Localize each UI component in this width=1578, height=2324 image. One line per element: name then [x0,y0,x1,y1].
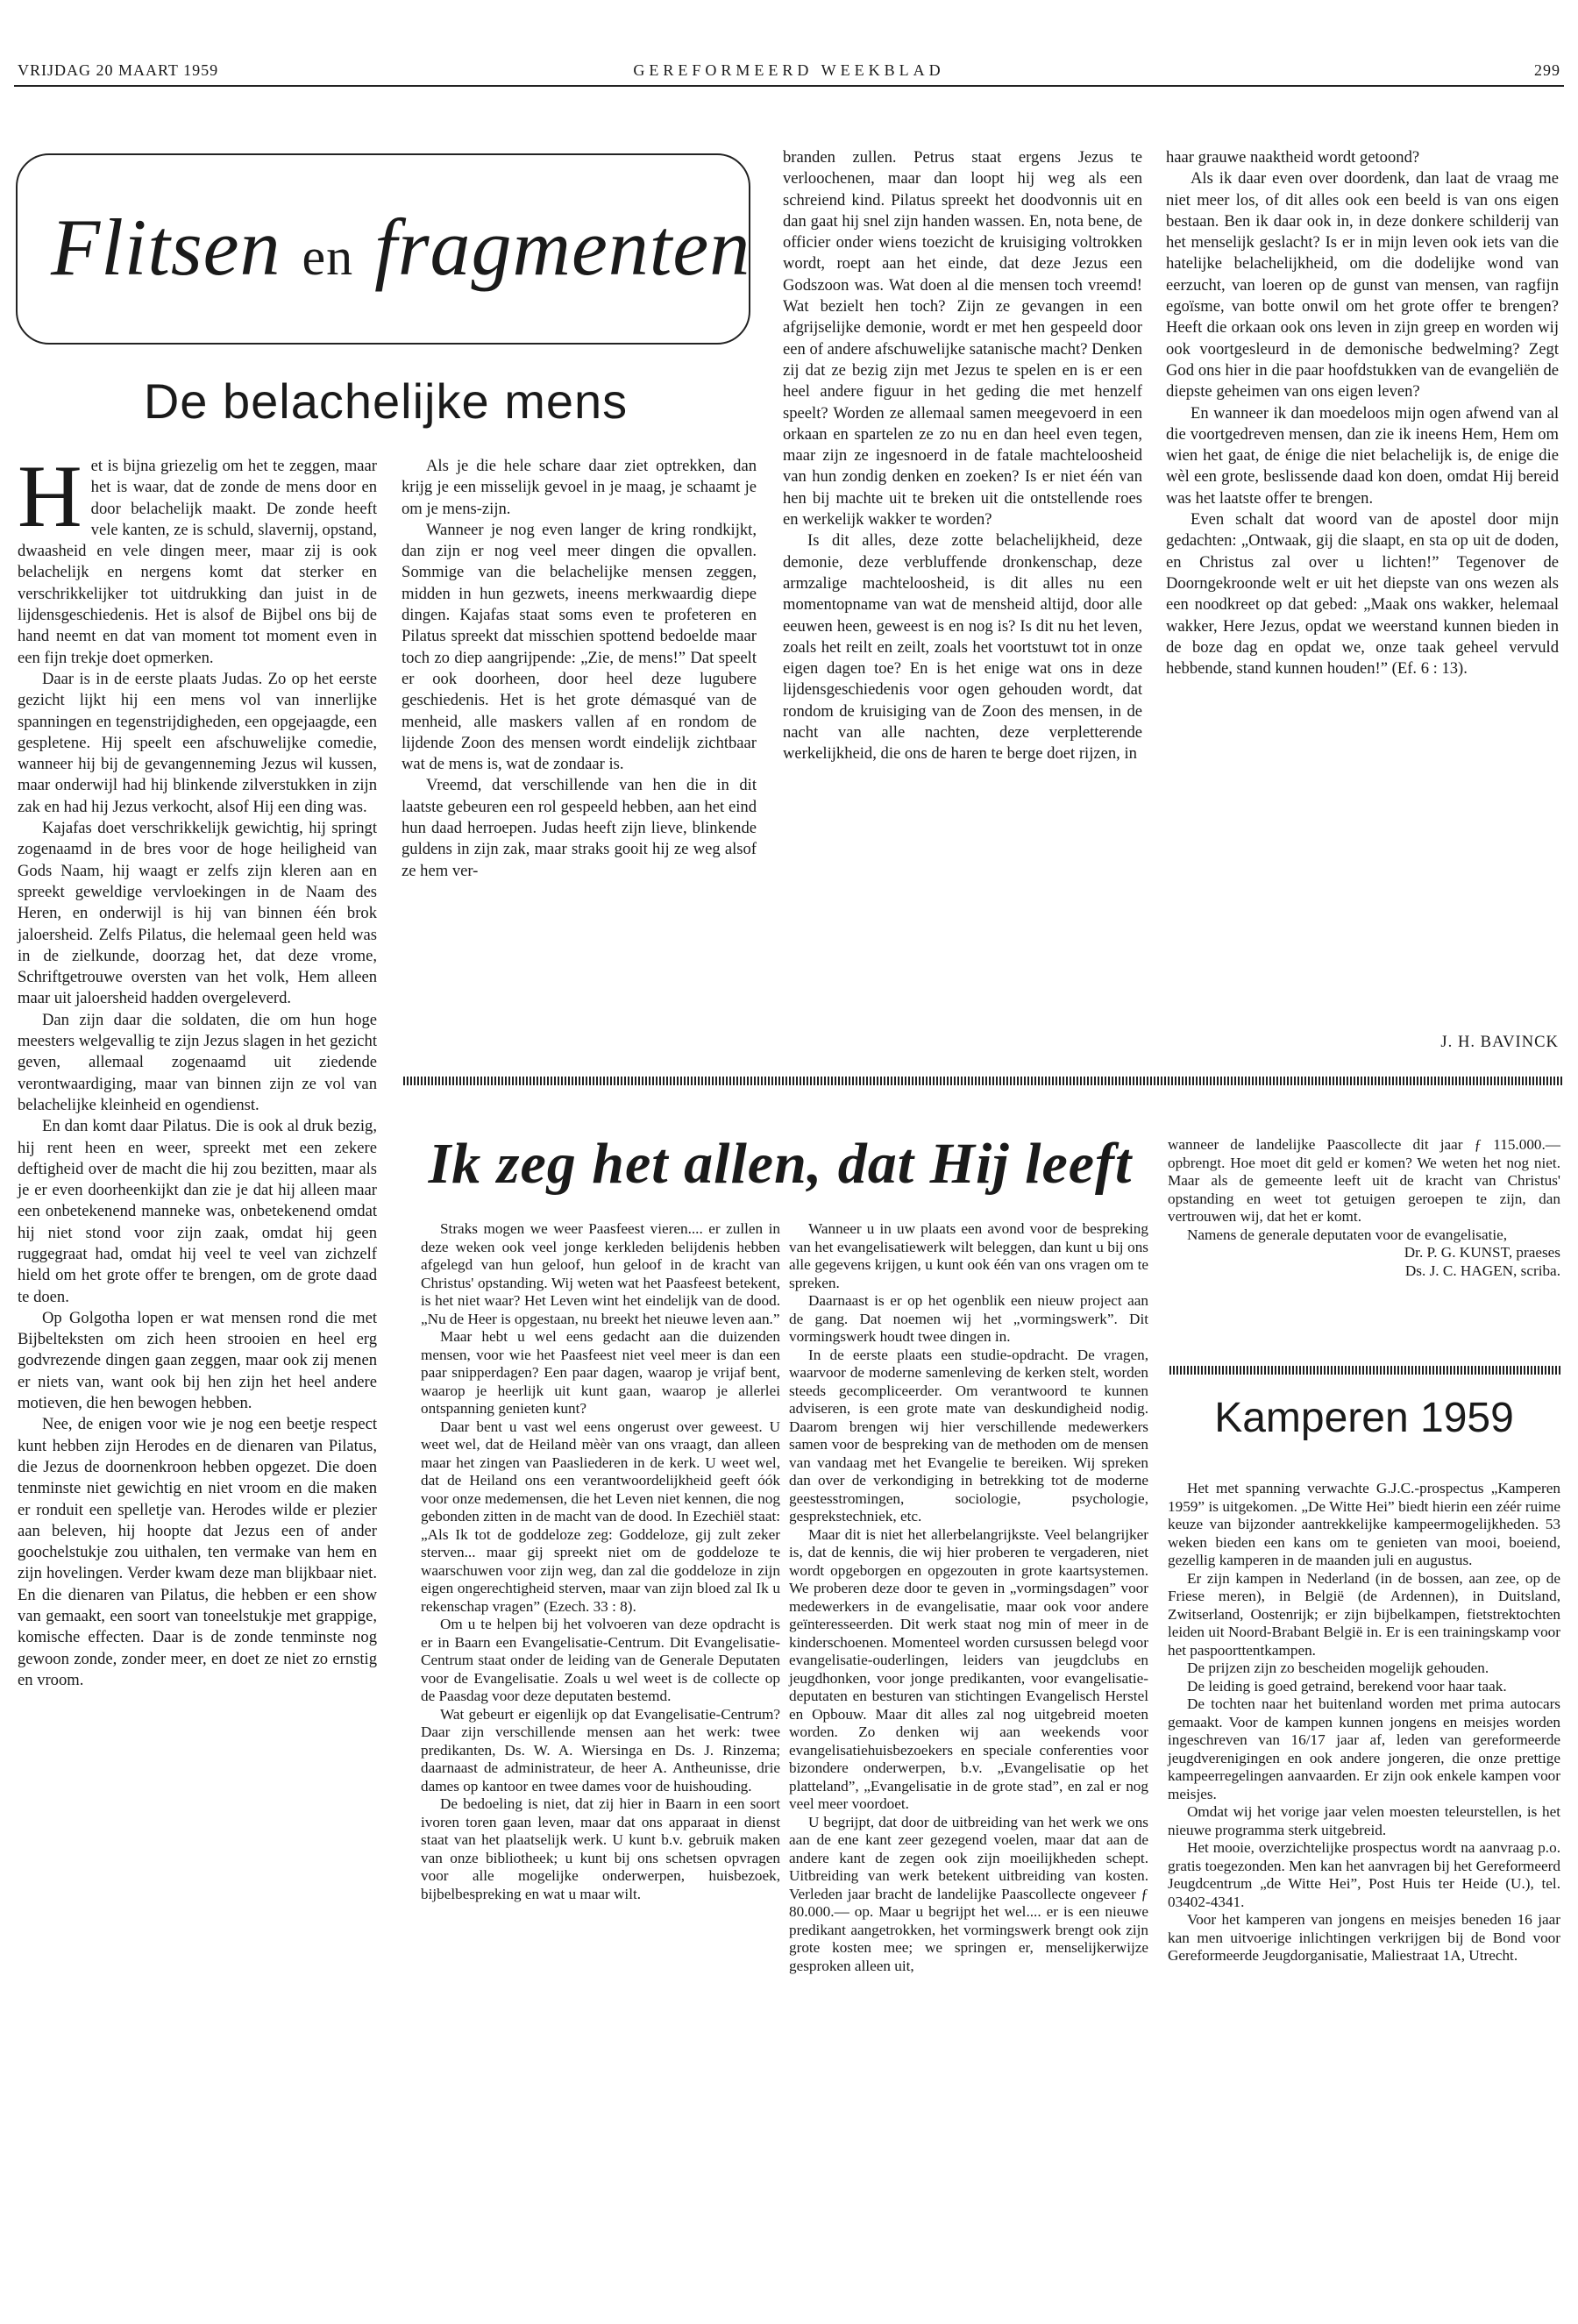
article2-paragraph: De bedoeling is niet, dat zij hier in Baarn in een soort ivoren toren gaan leven, maar dat ons apparaat in dienst staat van het plaatselijk werk. U kunt b.v. gebruik maken van onze bibliotheek; u kunt bij ons schetsen opvragen voor alle mogelijke onderwerpen, huisbezoek, bijbelbespreking en wat u maar wilt. [421,1795,780,1902]
drop-cap: H [18,447,82,546]
article1-title: De belachelijke mens [143,373,629,429]
article1-paragraph: Is dit alles, deze zotte belachelijkheid, deze demonie, deze verbluffende dronkenschap, deze armzalige machteloosheid, is dit alles nu een momentopname van wat de mensheid altijd, door alle eeuwen heen, geweest is en nog is? Is dit nu het leven, zoals het reilt en zeilt, zoals het voortstuwt tot in onze eigen dagen toe? En is het enige wat ons in deze lijdensgeschiedenis voor ogen gehouden wordt, dat rondom de kruisiging van de Zoon des mensen, in de nacht van alle nachten, deze verpletterende werkelijkheid, die ons de haren te berge doet rijzen, in [783,531,1142,764]
article2-paragraph: Maar hebt u wel eens gedacht aan die duizenden mensen, voor wie het Paasfeest niet veel meer is dan een paar snipperdagen? Een paar dagen, waarop je vrijaf bent, waarop je heerlijk uit kunt gaan, waarop je allerlei ontspanning genieten kunt? [421,1328,780,1417]
article1-column-3 [783,147,1142,765]
article2-column-2 [789,1220,1148,1975]
article1-paragraph: Als je die hele schare daar ziet optrekken, dan krijg je een misselijk gevoel in je maag, je schaamt je om je mens-zijn. [402,457,757,518]
article1-signature: J. H. BAVINCK [1440,1033,1559,1051]
header-rule [14,85,1564,87]
article1-paragraph: haar grauwe naaktheid wordt getoond? [1166,148,1420,167]
article3-title: Kamperen 1959 [1214,1395,1514,1441]
article1-paragraph: Op Golgotha lopen er wat mensen rond die met Bijbelteksten om zich heen strooien en heel erg godvrezende dingen gaan zeggen, maar ook zij menen er niets van, want ook bij hen zijn het heel andere motieven, die hen bewogen hebben. [18,1308,377,1413]
banner-word-1: Flitsen [51,203,281,292]
article2-paragraph: Maar dit is niet het allerbelangrijkste. Veel belangrijker is, dat de kennis, die wij hier proberen te vergaderen, niet wordt opgeborgen en opgezouten in grote kaartsystemen. We proberen deze door te geven in „vormingsdagen” voor medewerkers in de evangelisatie, maar ook voor andere geïnteresseerden. Dit werk staat nog min of meer in de kinderschoenen. Momenteel worden cursussen belegd voor evangelisatie-ouderlingen, leiders van jeugdclubs en jeugdhonken, voor jonge predikanten, voor evangelisatie-deputaten en besturen van stichtingen Evangelisch Herstel en Opbouw. Maar dit alles zal nog uitgebreid moeten worden. Zo denken wij aan weekends voor evangelisatiehuisbezoekers en speciale conferenties voor bizondere onderwerpen, b.v. „Evangelisatie op het platteland”, „Evangelisatie in de grote stad”, en zal er nog veel meer voordoet. [789,1525,1148,1812]
article3-paragraph: Er zijn kampen in Nederland (in de bossen, aan zee, op de Friese meren), in België (de Ardennen), in Duitsland, Zwitserland, Oostenrijk; er zijn bijbelkampen, fietstrektochten leiden uit Noord-Brabant België in. Er is een trainingskamp voor het paspoorttentkampen. [1168,1569,1560,1659]
page-number: 299 [1534,61,1560,79]
article2-paragraph: Namens de generale deputaten voor de evangelisatie, [1187,1226,1508,1243]
article1-paragraph: En wanneer ik dan moedeloos mijn ogen afwend van al die voortgedreven mensen, dan zie ik ineens Hem, Hem om wien het gaat, de énige die niet belachelijk is, de enige die wèl een grote, beslissende daad kon doen, omdat Hij bereid was het laatste offer te brengen. [1166,403,1559,508]
issue-date: VRIJDAG 20 MAART 1959 [18,61,219,79]
article2-paragraph: Daar bent u vast wel eens ongerust over geweest. U weet wel, dat de Heiland mèèr van ons vraagt, dan alleen maar het zingen van Paasliederen in de kerk. U weet wel, dat de Heiland ons een verantwoordelijkheid geeft óók voor onze medemensen, die het Leven niet kennen, die nog gebonden zitten in de macht van de dood. In Ezechiël staat: „Als Ik tot de goddeloze zeg: Goddeloze, gij zult zeker sterven... maar gij spreekt niet om de goddeloze te waarschuwen voor zijn weg, dan zal die goddeloze in zijn eigen ongerechtigheid sterven, maar van zijn bloed zal Ik u rekenschap vragen” (Ezech. 33 : 8). [421,1418,780,1615]
article3-paragraph: De leiding is goed getraind, berekend voor haar taak. [1187,1677,1507,1695]
article1-paragraph: Vreemd, dat verschillende van hen die in dit laatste gebeuren een rol gespeeld hebben, aan het eind hun daad herroepen. Judas heeft zijn lieve, blinkende guldens in zijn zak, maar straks gooit hij ze weg alsof ze hem ver- [402,776,757,880]
article1-paragraph: branden zullen. Petrus staat ergens Jezus te verloochenen, maar dan loopt hij weg als een schreiend kind. Pilatus spreekt het doodvonnis uit en dan gaat hij snel zijn handen wassen. En, nota bene, de officier onder wiens toezicht de kruisiging voltrokken wordt, roept aan het einde, dat deze Jezus een Godszoon was. Wat doen al die mensen toch vreemd! Wat bezielt hen toch? Zijn ze gevangen in een afgrijselijke demonie, wordt er met hen gespeeld door een of andere afschuwelijke satanische macht? Denken zij dat ze bezig zijn met Jezus te spelen en is er een heel andere figuur in het geding die met henzelf speelt? Worden ze allemaal samen meegevoerd in een orkaan en spartelen ze zo nu en dan heel even tegen, maar zijn ze ingesnoerd in de fatale machteloosheid van hun zondig denken en zoeken? Is er niet één van hen bij machte uit te breken uit die ontstellende roes en werkelijk wakker te worden? [783,148,1142,529]
article1-column-2 [402,456,757,882]
article2-paragraph: Daarnaast is er op het ogenblik een nieuw project aan de gang. Dat noemen wij het „vormingswerk”. Dit vormingswerk houdt twee dingen in. [789,1292,1148,1345]
article2-paragraph: wanneer de landelijke Paascollecte dit jaar ƒ 115.000.— opbrengt. Hoe moet dit geld er komen? We weten het nog niet. Maar als de gemeente leeft uit de kracht van Christus' opstanding en weet tot getuigen geroepen te zijn, dan vertrouwen wij, dat het er komt. [1168,1136,1560,1225]
article2-column-1 [421,1220,780,1903]
article1-paragraph: Als ik daar even over doordenk, dan laat de vraag me niet meer los, of dit alles ook een beeld is van ons eigen bestaan. Ben ik daar ook in, in deze donkere schilderij van het menselijk geslacht? Is er in mijn leven ook iets van die hatelijke belachelijkheid, om die dodelijke wond van eerzucht, van loeren op de gunst van mensen, van ragfijn egoïsme, van botte onwil om het grote offer te brengen? Heeft die orkaan ook ons leven in zijn greep en worden wij ook voortgesleurd in de demonische bedwelming? Zegt God ons hier in die paar hoofdstukken van de evangeliën de diepste geheimen van ons eigen leven? [1166,169,1559,402]
article1-paragraph: Wanneer je nog even langer de kring rondkijkt, dan zijn er nog veel meer dingen die opvallen. Sommige van die belachelijke mensen zeggen, midden in hun gezwets, ineens merkwaardig diepe dingen. Kajafas staat soms even te profeteren en Pilatus spreekt dat misschien spottend bedoelde maar toch zo diep aangrijpende: „Zie, de mens!” Dat speelt er ook doorheen, door heel deze lugubere geschiedenis. Het is het grote démasqué van de menheid, alle maskers vallen af en rondom de lijdende Zoon des mensen wordt eindelijk zichtbaar wat de mens is, wat de zondaar is. [402,520,757,774]
running-head [18,61,1560,88]
article2-paragraph: Wanneer u in uw plaats een avond voor de bespreking van het evangelisatiewerk wilt beleggen, dan kunt u bij ons alle gegevens krijgen, u kunt ook één van ons vragen om te spreken. [789,1220,1148,1291]
article2-signature-1: Dr. P. G. KUNST, praeses [1404,1244,1560,1261]
banner-title [51,201,750,294]
article2-paragraph: Wat gebeurt er eigenlijk op dat Evangelisatie-Centrum? Daar zijn verschillende mensen aan het werk: twee predikanten, Ds. W. A. Wiersinga en Ds. J. Rinzema; daarnaast de administrateur, de heer A. Antheunisse, drie dames op kantoor en twee dames voor de huishouding. [421,1705,780,1795]
article1-column-1 [18,447,378,1691]
article2-signature-2: Ds. J. C. HAGEN, scriba. [1404,1261,1560,1279]
article3-paragraph: Omdat wij het vorige jaar velen moesten teleurstellen, is het nieuwe programma sterk uitgebreid. [1168,1803,1560,1838]
article2-column-3 [1168,1136,1560,1280]
article2-paragraph: Om u te helpen bij het volvoeren van deze opdracht is er in Baarn een Evangelisatie-Centrum. Dit Evangelisatie-Centrum staat onder de leiding van de Generale Deputaten voor de Evangelisatie. Zoals u wel weet is de collecte op de Paasdag voor deze deputaten bestemd. [421,1616,780,1704]
article1-paragraph: Kajafas doet verschrikkelijk gewichtig, hij springt zogenaamd in de bres voor de hoge heiligheid van Gods Naam, hij waagt er zelfs zijn kleren aan en spreekt geweldige vervloekingen in de Naam des Heren, en onderwijl is hij van binnen één brok jaloersheid. Zelfs Pilatus, die helemaal geen held was in de zielkunde, doorzag het, dat deze vrome, Schriftgetrouwe oversten van het volk, Hem alleen maar uit jaloersheid hadden overgeleverd. [18,819,377,1008]
article2-paragraph: In de eerste plaats een studie-opdracht. De vragen, waarvoor de moderne samenleving de kerken stelt, worden steeds gecompliceerder. Om verantwoord te kunnen adviseren, is een grote mate van deskundigheid nodig. Daarom brengen wij hier verschillende medewerkers samen voor de bespreking van de methoden om de mensen van vandaag met het Evangelie te bereiken. Wij spreken dan over de verkondiging in betrekking tot de moderne geestesstromingen, sociologie, psychologie, gesprekstechniek, etc. [789,1346,1148,1524]
article3-paragraph: Voor het kamperen van jongens en meisjes beneden 16 jaar kan men uitvoerige inlichtingen verkrijgen bij de Bond voor Gereformeerde Jeugdorganisatie, Maliestraat 1A, Utrecht. [1168,1911,1560,1964]
publication-name: GEREFORMEERD WEEKBLAD [633,61,945,79]
article3-paragraph: De tochten naar het buitenland worden met prima autocars gemaakt. Voor de kampen kunnen jongens en meisjes worden ingeschreven van 16/17 jaar af, leden van gereformeerde jeugdverenigingen en ook andere jongeren, die onze prettige kampeerregelingen aanvaarden. Er zijn ook enkele kampen voor meisjes. [1168,1695,1560,1802]
article1-paragraph: Het is bijna griezelig om het te zeggen, maar het is waar, dat de zonde de mens door en door belachelijk maakt. De zonde heeft vele kanten, ze is schuld, slavernij, opstand, dwaasheid en vele dingen meer, maar zij is ook belachelijk en nergens komt dat sterker en verschrikkelijker tot uitdrukking dan juist in de lijdensgeschiedenis. Het is alsof de Bijbel ons bij de hand neemt en dat van moment tot moment even in een fijn trekje doet opmerken. [18,447,378,667]
article1-paragraph: Even schalt dat woord van de apostel door mijn gedachten: „Ontwaak, gij die slaapt, en sta op uit de doden, en Christus zal over u lichten!” Tegenover de Doorngekroonde welt er uit het diepste van ons wezen als een noodkreet op dat gebed: „Maak ons wakker, helemaal wakker, Here Jezus, opdat we weerstand kunnen bieden in de boze dag en opdat we, onze taak geheel vervuld hebbende, stand kunnen houden!” (Ef. 6 : 13). [1166,510,1559,679]
article-divider [403,1077,1562,1085]
banner-word-2: en [302,228,354,286]
article3-paragraph: De prijzen zijn zo bescheiden mogelijk gehouden. [1187,1659,1489,1676]
article1-paragraph: Nee, de enigen voor wie je nog een beetje respect kunt hebben zijn Herodes en de dienaren van Pilatus, die Jezus de doornenkroon hebben opgezet. Die doen tenminste niet gewichtig en niet vroom en die maken er ronduit een spelletje van. Herodes wilde er plezier aan beleven, hij hoopte dat Jezus een of ander goochelstukje zou uithalen, ten vermake van hem en zijn hovelingen. Verder kwam deze man blijkbaar niet. En die dienaren van Pilatus, die hebben er een show van gemaakt, een soort van toneelstukje met grappige, komische effecten. Daar is de zonde tenminste nog gewoon zonde, zonder meer, en doet ze niet zo ernstig en vroom. [18,1415,377,1689]
article1-column-4 [1166,147,1559,679]
banner-word-3: fragmenten [374,203,751,292]
article1-paragraph: Daar is in de eerste plaats Judas. Zo op het eerste gezicht lijkt hij een mens vol van innerlijke spanningen en tegenstrijdigheden, een opgejaagde, een gespletene. Hij speelt een afschuwelijke comedie, wanneer hij bij de gevangenneming Jezus wil kussen, maar onderwijl had hij blinkende zilverstukken in zijn zak en had hij Jezus verkocht, alsof Hij een ding was. [18,669,377,816]
article2-paragraph: U begrijpt, dat door de uitbreiding van het werk we ons aan de ene kant zeer gezegend voelen, maar dat aan de andere kant de zegen ook zijn moeilijkheden schept. Uitbreiding van werk betekent uitbreiding van kosten. Verleden jaar bracht de landelijke Paascollecte ongeveer ƒ 80.000.— op. Maar u begrijpt het wel.... er is een nieuwe predikant aangetrokken, het vormingswerk brengt ook zijn grote kosten mee; we springen er, menselijkerwijze gesproken alleen uit, [789,1813,1148,1974]
article3-paragraph: Het met spanning verwachte G.J.C.-prospectus „Kamperen 1959” is uitgekomen. „De Witte Hei” biedt hierin een zéér ruime keuze van bijzonder aantrekkelijke kampeermogelijkheden. 53 weken bieden een kans om te genieten van mooi, boeiend, gezellig kamperen in de maanden juli en augustus. [1168,1480,1560,1568]
article1-paragraph: Dan zijn daar die soldaten, die om hun hoge meesters welgevallig te zijn Jezus slagen in het gezicht geven, allemaal zogenaamd uit ziedende verontwaardiging, maar van binnen zijn ze vol van belachelijke kleinheid en ogendienst. [18,1010,377,1114]
article1-paragraph: En dan komt daar Pilatus. Die is ook al druk bezig, hij rent heen en weer, spreekt met een zekere deftigheid over de macht die hij zou bezitten, maar als je er even doorheenkijkt dan zie je dat hij alleen maar een onbetekenend manneke was, onbetekenend omdat hij niet stond voor zijn zaak, omdat hij geen ruggegraat had, omdat hij veel te veel van zichzelf hield om het grote offer te brengen, om de grote daad te doen. [18,1117,377,1306]
article2-title: Ik zeg het allen, dat Hij leeft [428,1132,1133,1196]
article3-column [1168,1480,1560,1965]
article3-paragraph: Het mooie, overzichtelijke prospectus wordt na aanvraag p.o. gratis toegezonden. Men kan het aanvragen bij het Gereformeerd Jeugdcentrum „de Witte Hei”, Post Huis ter Heide (U.), tel. 03402-4341. [1168,1839,1560,1910]
article2-paragraph: Straks mogen we weer Paasfeest vieren.... er zullen in deze weken ook veel jonge kerkleden belijdenis hebben afgelegd van hun geloof, hun geloof in de kracht van Christus' opstanding. Wij weten wat het Paasfeest betekent, is het niet waar? Het Leven wint het eindelijk van de dood. „Nu de Heer is opgestaan, nu breekt het nieuwe leven aan.” [421,1220,780,1327]
column-banner [16,153,750,345]
kamperen-top-rule [1169,1366,1562,1375]
